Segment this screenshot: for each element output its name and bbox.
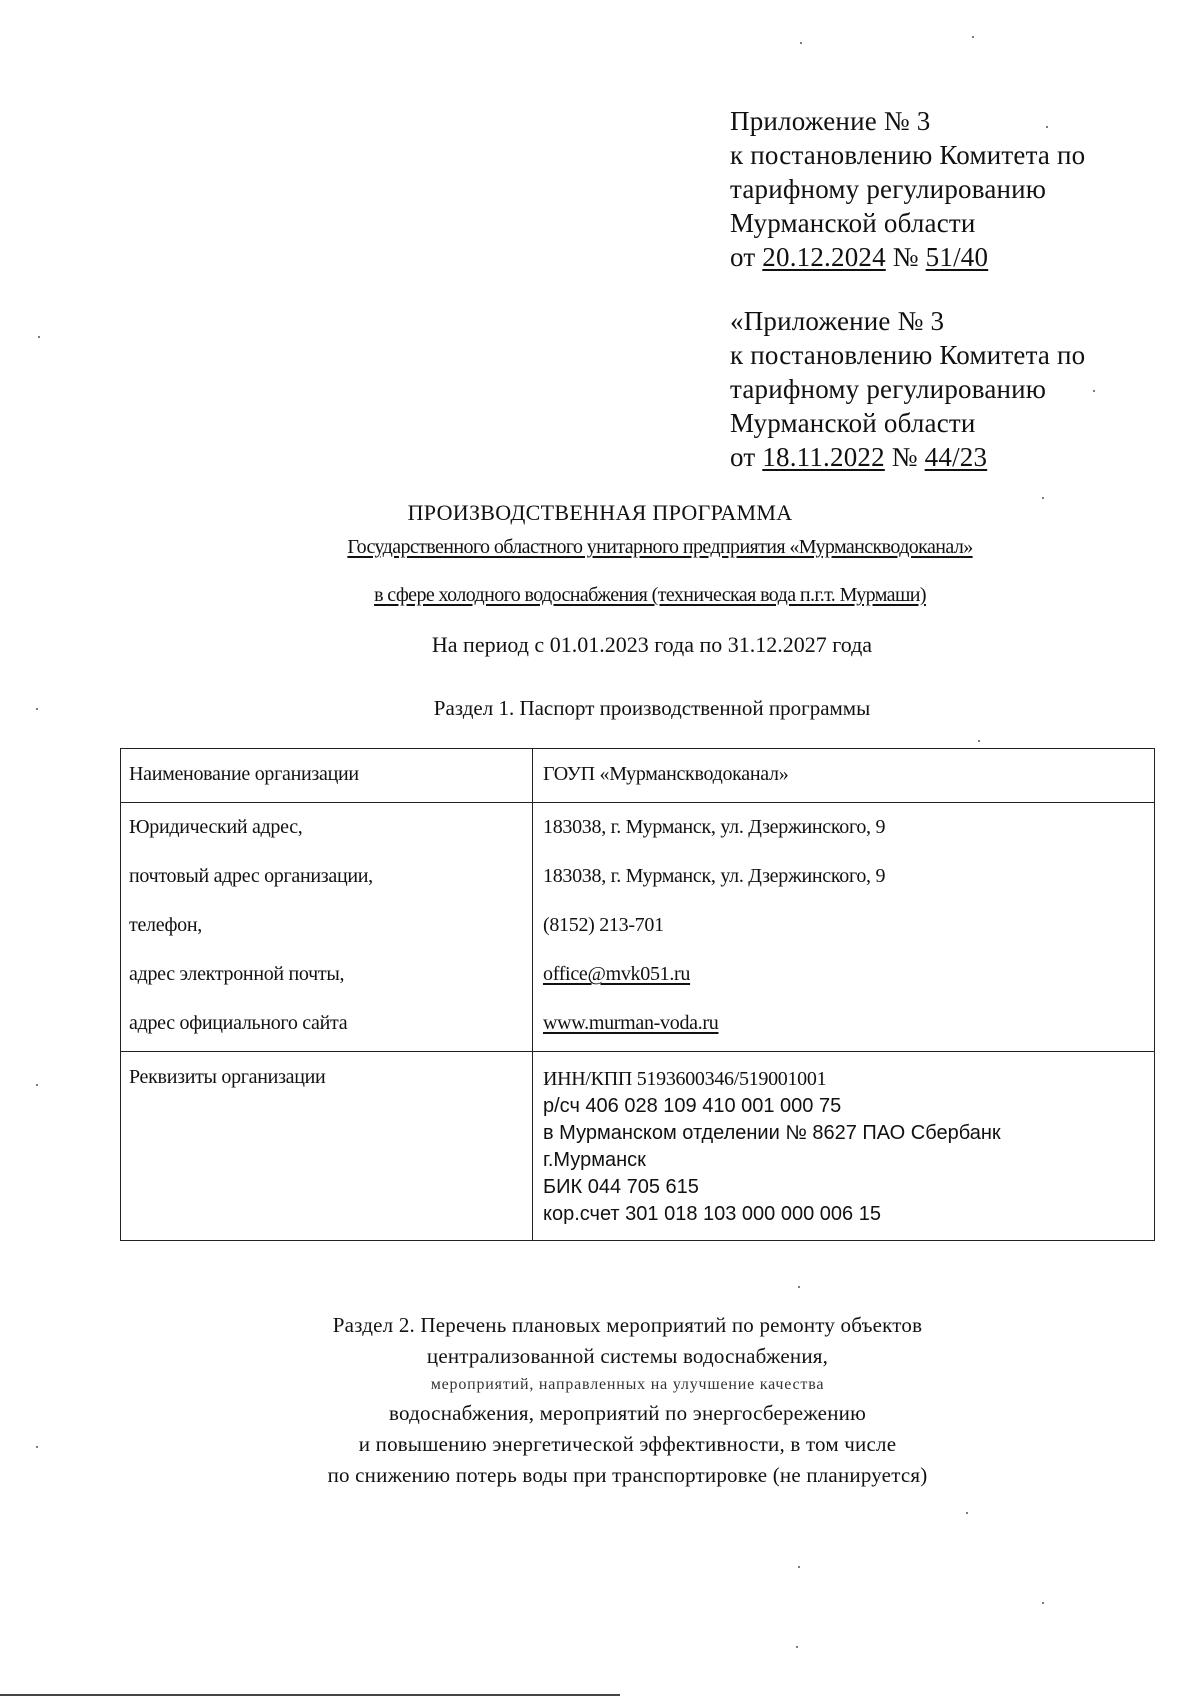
table-row	[121, 803, 1155, 1052]
requisites-corr-account: кор.счет 301 018 103 000 000 006 15	[543, 1203, 881, 1225]
scan-speck	[1093, 390, 1095, 392]
section1-title: Раздел 1. Паспорт производственной программы	[433, 696, 871, 720]
scan-speck	[796, 1646, 798, 1648]
number-prefix: №	[884, 442, 925, 472]
date-prefix: от	[730, 242, 763, 272]
requisites-account: р/сч 406 028 109 410 001 000 75	[543, 1095, 842, 1117]
appendix-number: 51/40	[925, 242, 989, 272]
requisites-value	[533, 1052, 1155, 1241]
scan-speck	[972, 36, 974, 38]
bottom-rule	[0, 1694, 620, 1696]
legal-address-label: Юридический адрес,	[129, 816, 303, 838]
scan-speck	[36, 708, 38, 710]
phone-value: (8152) 213-701	[543, 914, 664, 936]
requisites-bik: БИК 044 705 615	[543, 1176, 699, 1198]
email-link[interactable]: office@mvk051.ru	[543, 963, 691, 985]
scan-speck	[798, 1566, 800, 1568]
appendix-line: тарифному регулированию	[730, 374, 1047, 404]
appendix-date: 20.12.2024	[762, 242, 886, 272]
passport-table	[120, 748, 1155, 1241]
site-line	[543, 1011, 1146, 1039]
program-sphere: в сфере холодного водоснабжения (техническая вода п.г.т. Мурмаши)	[374, 584, 926, 606]
email-label: адрес электронной почты,	[129, 963, 345, 985]
legal-address-value: 183038, г. Мурманск, ул. Дзержинского, 9	[543, 816, 886, 838]
section2-line: мероприятий, направленных на улучшение качества	[430, 1376, 825, 1393]
appendix-title: Приложение № 3	[730, 106, 931, 136]
scan-speck	[978, 740, 980, 742]
table-row	[121, 749, 1155, 803]
scan-speck	[1042, 1602, 1044, 1604]
scan-speck	[1042, 497, 1044, 499]
appendix-date-line	[730, 240, 1160, 274]
requisites-city: г.Мурманск	[543, 1149, 646, 1171]
scan-speck	[1046, 126, 1048, 128]
program-period: На период с 01.01.2023 года по 31.12.2027 года	[431, 632, 873, 657]
appendix-line: Мурманской области	[730, 408, 976, 438]
section2-line: и повышению энергетической эффективности, в том числе	[358, 1432, 897, 1456]
table-row	[121, 1052, 1155, 1241]
contacts-values	[533, 803, 1155, 1052]
section2-line: централизованной системы водоснабжения,	[426, 1344, 829, 1368]
scan-speck	[966, 1512, 968, 1514]
scan-speck	[798, 1286, 800, 1288]
appendix-previous	[730, 304, 1160, 474]
scan-speck	[36, 1446, 38, 1448]
contacts-labels	[121, 803, 533, 1052]
phone-label: телефон,	[129, 914, 202, 936]
scan-speck	[38, 336, 40, 338]
section2-title	[0, 1310, 1200, 1491]
appendix-date: 18.11.2022	[762, 442, 885, 472]
date-prefix: от	[730, 442, 763, 472]
appendix-line: к постановлению Комитета по	[730, 140, 1086, 170]
requisites-bank: в Мурманском отделении № 8627 ПАО Сбербанк	[543, 1122, 1001, 1144]
site-label: адрес официального сайта	[129, 1012, 348, 1034]
program-title: ПРОИЗВОДСТВЕННАЯ ПРОГРАММА	[407, 500, 793, 525]
postal-address-label: почтовый адрес организации,	[129, 865, 373, 887]
section2-line: по снижению потерь воды при транспортировке (не планируется)	[327, 1463, 928, 1487]
section2-line: Раздел 2. Перечень плановых мероприятий по ремонту объектов	[332, 1313, 923, 1337]
postal-address-value: 183038, г. Мурманск, ул. Дзержинского, 9	[543, 865, 886, 887]
appendix-line: тарифному регулированию	[730, 174, 1047, 204]
appendix-date-line	[730, 440, 1160, 474]
number-prefix: №	[885, 242, 926, 272]
requisites-inn: ИНН/КПП 5193600346/519001001	[543, 1068, 827, 1090]
appendix-title: «Приложение № 3	[730, 306, 945, 336]
section2-line: водоснабжения, мероприятий по энергосбережению	[389, 1401, 866, 1425]
requisites-label: Реквизиты организации	[121, 1052, 533, 1241]
email-line	[543, 962, 1146, 1011]
appendix-current	[730, 104, 1160, 274]
appendix-line: Мурманской области	[730, 208, 976, 238]
organization-name-label: Наименование организации	[121, 749, 533, 803]
scan-speck	[800, 42, 802, 44]
appendix-line: к постановлению Комитета по	[730, 340, 1086, 370]
scan-speck	[36, 1084, 38, 1086]
program-organization: Государственного областного унитарного предприятия «Мурманскводоканал»	[347, 536, 973, 558]
organization-name-value: ГОУП «Мурманскводоканал»	[533, 749, 1155, 803]
site-link[interactable]: www.murman-voda.ru	[543, 1012, 719, 1034]
appendix-number: 44/23	[924, 442, 988, 472]
